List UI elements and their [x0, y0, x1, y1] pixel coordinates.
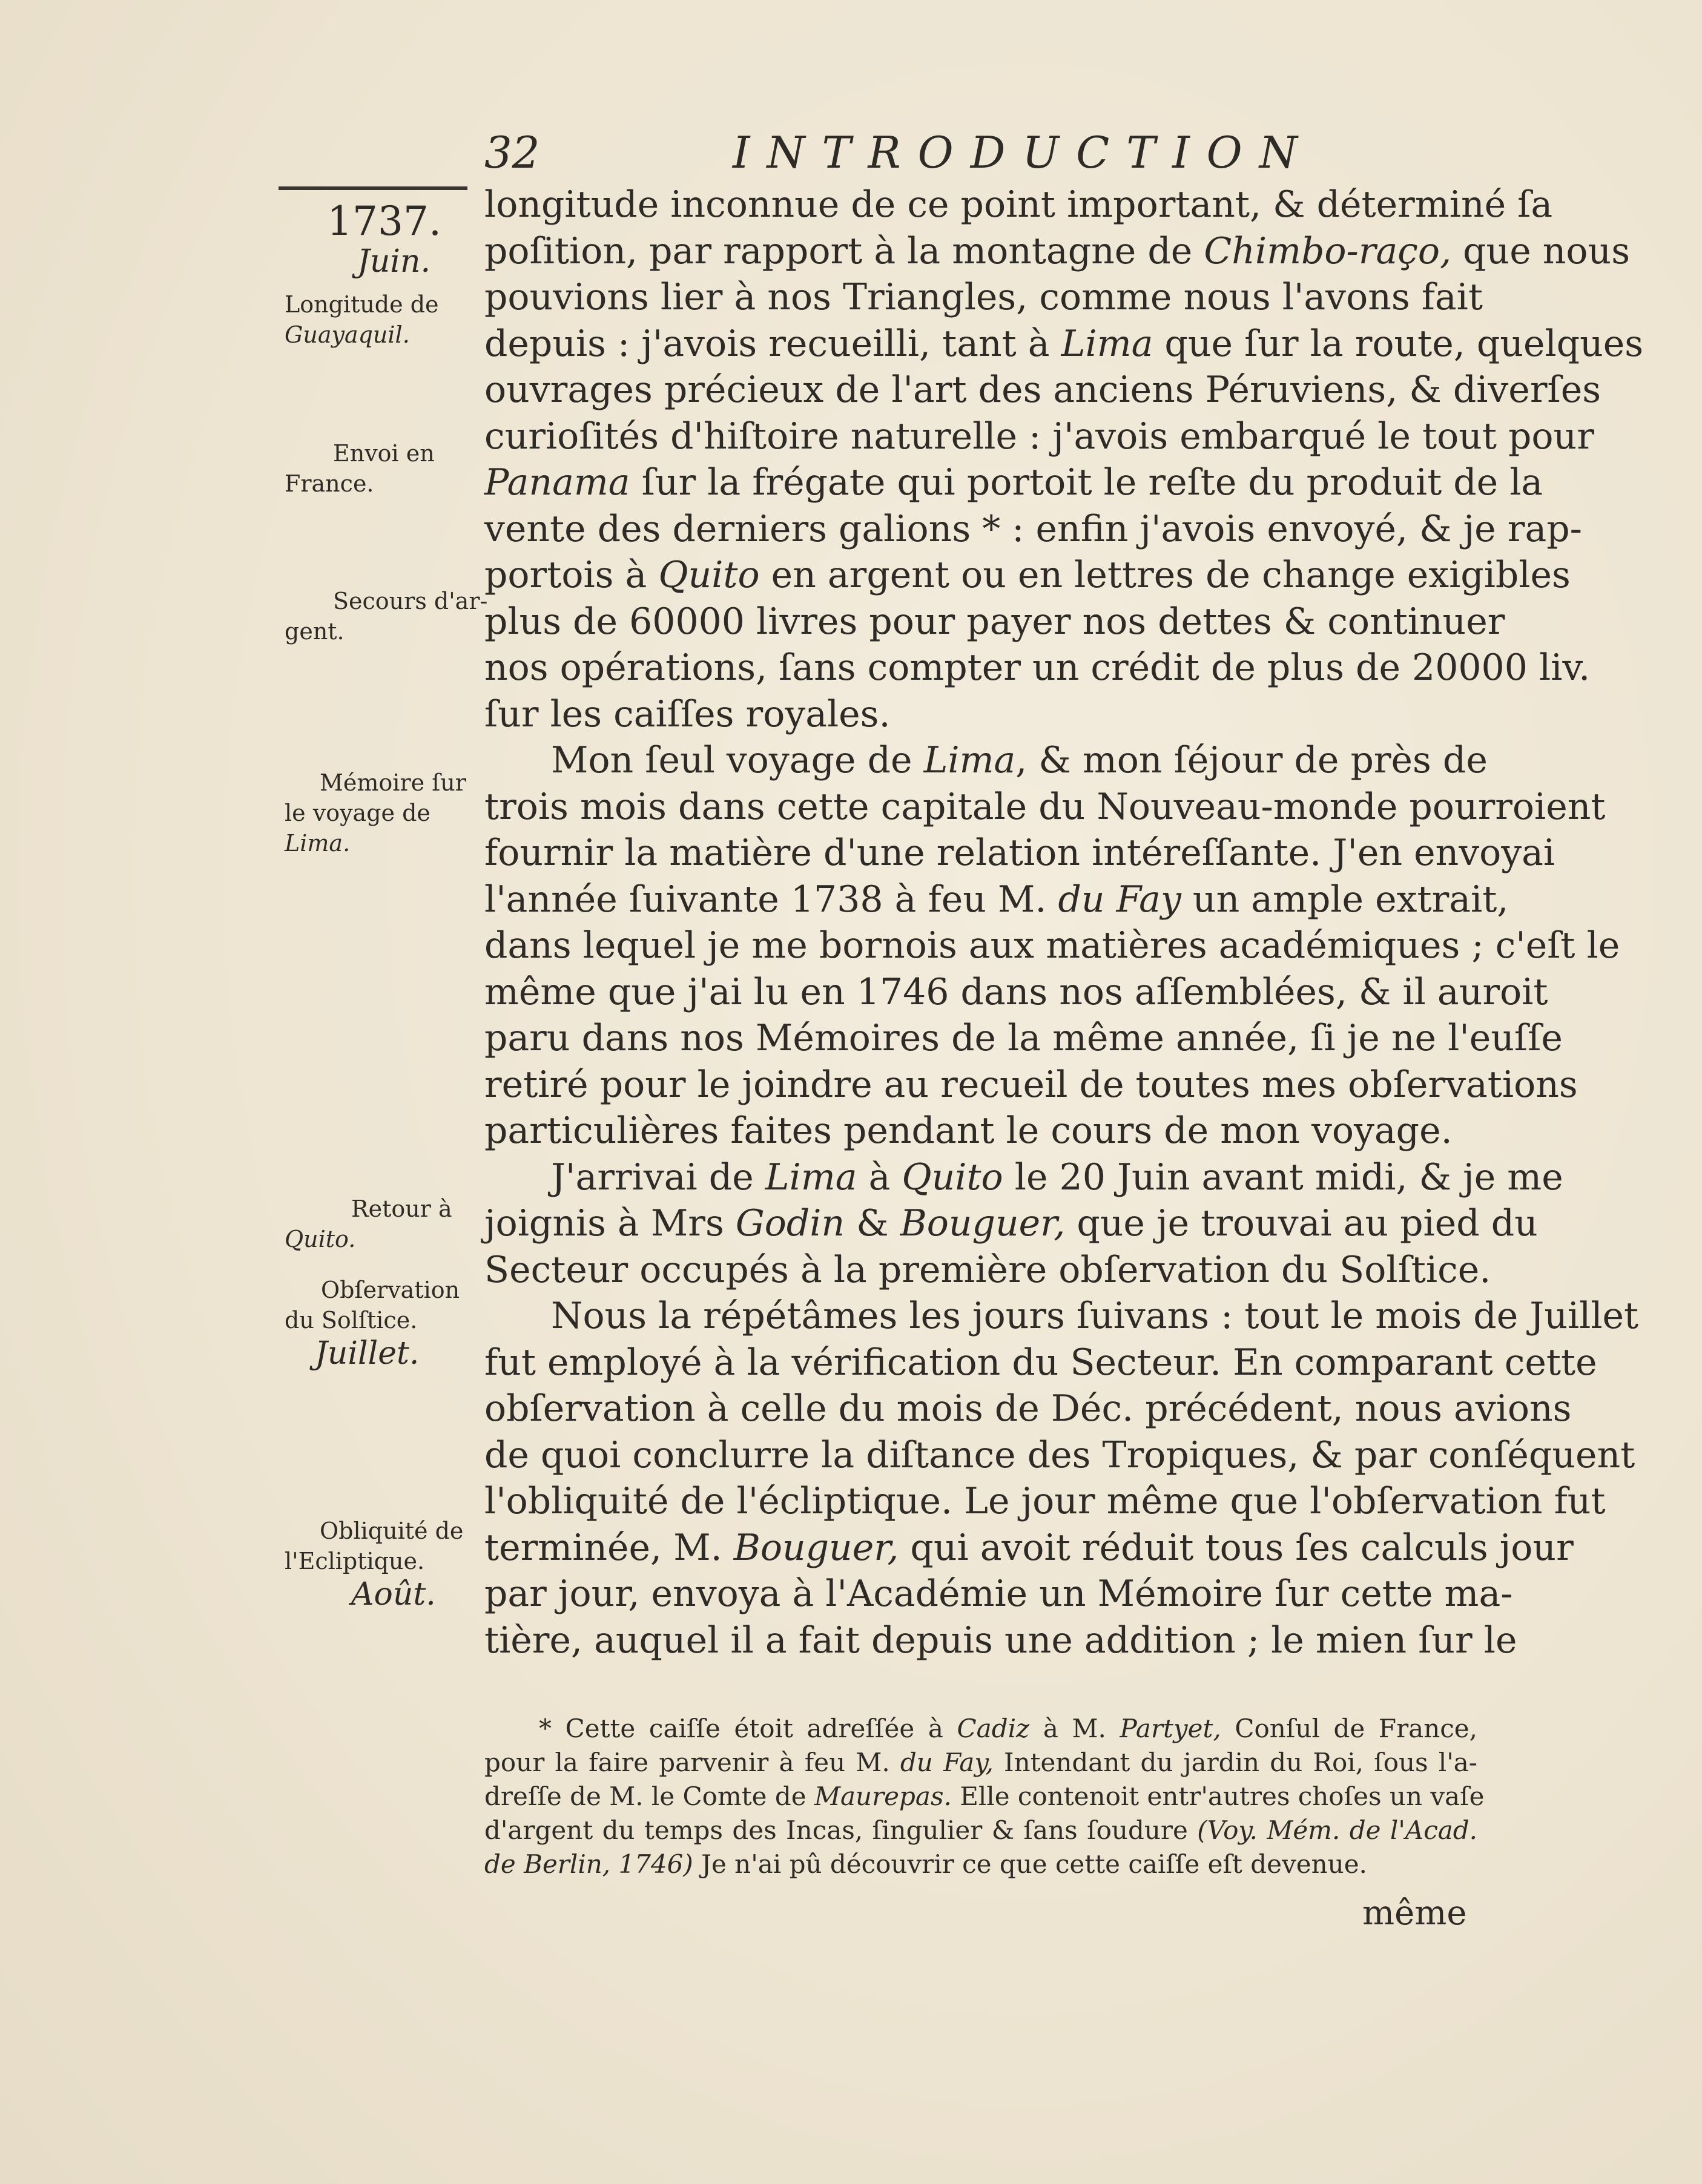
- margin-line: Mémoire ſur: [320, 769, 466, 796]
- text-line: [484, 228, 1630, 275]
- italic-span: du Fay,: [900, 1748, 994, 1777]
- text-line: [484, 1525, 1574, 1571]
- margin-month-august: Août.: [351, 1576, 436, 1613]
- text-span: qui avoit réduit tous ſes calculs jour: [899, 1526, 1574, 1569]
- text-line: [484, 1154, 1563, 1201]
- italic-span: Lima: [1061, 322, 1153, 365]
- italic-span: Maurepas.: [814, 1781, 952, 1811]
- italic-span: Quito: [902, 1156, 1003, 1199]
- text-span: pour la faire parvenir à feu M.: [484, 1748, 900, 1777]
- margin-line: Lima.: [285, 830, 351, 857]
- text-span: Conſul de France,: [1221, 1714, 1477, 1743]
- text-span: Mon ſeul voyage de: [551, 739, 924, 781]
- text-line: de quoi conclurre la diſtance des Tropiques, & par conſéquent: [484, 1433, 1635, 1476]
- margin-line: du Solſtice.: [285, 1307, 418, 1334]
- text-span: J'arrivai de: [551, 1156, 765, 1199]
- margin-note-envoi: [285, 438, 478, 499]
- text-span: le 20 Juin avant midi, & je me: [1003, 1156, 1563, 1199]
- italic-span: Panama: [484, 461, 630, 504]
- text-span: &: [845, 1202, 900, 1245]
- italic-span: Cadiz: [957, 1714, 1030, 1743]
- italic-span: Lima: [765, 1156, 857, 1199]
- footnote-line: [484, 1746, 1477, 1780]
- italic-span: Godin: [735, 1202, 845, 1245]
- text-line: [484, 459, 1543, 506]
- italic-span: de Berlin, 1746): [484, 1849, 693, 1879]
- italic-span: Bouguer,: [900, 1202, 1066, 1245]
- text-span: un ample extrait,: [1181, 878, 1509, 921]
- italic-span: Quito: [658, 554, 760, 596]
- margin-line: Guayaquil.: [285, 321, 410, 348]
- text-span: , & mon ſéjour de près de: [1015, 739, 1488, 781]
- text-span: dreſſe de M. le Comte de: [484, 1781, 814, 1811]
- text-line: fournir la matière d'une relation intéreſſante. J'en envoyai: [484, 832, 1555, 874]
- text-line: même que j'ai lu en 1746 dans nos aſſemblées, & il auroit: [484, 970, 1548, 1013]
- italic-span: Bouguer,: [733, 1526, 899, 1569]
- text-span: l'année ſuivante 1738 à feu M.: [484, 878, 1058, 921]
- text-line: dans lequel je me bornois aux matières académiques ; c'eſt le: [484, 924, 1620, 967]
- text-line: paru dans nos Mémoires de la même année, ſi je ne l'euſſe: [484, 1017, 1563, 1059]
- text-span: Je n'ai pû découvrir ce que cette caiſſe eſt devenue.: [693, 1849, 1367, 1879]
- italic-span: Chimbo-raço,: [1204, 229, 1452, 272]
- text-span: en argent ou en lettres de change exigibles: [759, 554, 1571, 596]
- margin-note-year: [285, 200, 478, 280]
- text-span: poſition, par rapport à la montagne de: [484, 229, 1204, 272]
- text-span: Intendant du jardin du Roi, ſous l'a-: [993, 1748, 1477, 1777]
- margin-line: le voyage de: [285, 800, 430, 826]
- text-line: [484, 552, 1571, 599]
- text-span: * Cette caiſſe étoit adreſſée à: [539, 1714, 957, 1743]
- body-text: [484, 182, 1644, 1663]
- page-number: 32: [484, 127, 540, 178]
- footnote-line: [484, 1712, 1477, 1746]
- margin-month-june: Juin.: [357, 243, 430, 280]
- margin-note-memoire: [285, 768, 478, 858]
- italic-span: Partyet,: [1120, 1714, 1221, 1743]
- margin-note-secours: [285, 586, 488, 646]
- margin-line: Obliquité de: [320, 1518, 464, 1544]
- footnote-line: [484, 1780, 1485, 1814]
- text-line: [484, 877, 1509, 923]
- text-line: plus de 60000 livres pour payer nos dettes & continuer: [484, 600, 1505, 643]
- italic-span: Lima: [923, 739, 1016, 781]
- margin-note-retour: [285, 1194, 478, 1254]
- text-span: joignis à Mrs: [484, 1202, 736, 1245]
- text-line: fut employé à la vérification du Secteur. En comparant cette: [484, 1341, 1597, 1384]
- margin-line: France.: [285, 470, 374, 497]
- margin-line: Retour à: [351, 1196, 452, 1222]
- text-line: particulières faites pendant le cours de mon voyage.: [484, 1110, 1453, 1152]
- text-span: terminée, M.: [484, 1526, 734, 1569]
- footnote-line: [484, 1847, 1477, 1881]
- text-line: trois mois dans cette capitale du Nouveau-monde pourroient: [484, 785, 1606, 828]
- margin-line: Quito.: [285, 1226, 356, 1252]
- text-line: obſervation à celle du mois de Déc. précédent, nous avions: [484, 1387, 1572, 1430]
- text-line: curioſités d'hiſtoire naturelle : j'avois embarqué le tout pour: [484, 415, 1594, 458]
- text-line: tière, auquel il a fait depuis une addition ; le mien ſur le: [484, 1619, 1517, 1662]
- text-line: pouvions lier à nos Triangles, comme nous l'avons fait: [484, 276, 1483, 318]
- text-line: nos opérations, ſans compter un crédit de plus de 20000 liv.: [484, 646, 1591, 689]
- margin-line: Obſervation: [321, 1277, 460, 1303]
- text-span: depuis : j'avois recueilli, tant à: [484, 322, 1061, 365]
- text-span: que ſur la route, quelques: [1153, 322, 1644, 365]
- margin-note-obliquite: [285, 1516, 478, 1613]
- margin-note-observation: [285, 1275, 478, 1372]
- text-span: d'argent du temps des Incas, ſingulier & ſans ſoudure: [484, 1815, 1198, 1845]
- text-span: que nous: [1451, 229, 1630, 272]
- text-line: l'obliquité de l'écliptique. Le jour même que l'obſervation fut: [484, 1480, 1606, 1522]
- text-span: à M.: [1029, 1714, 1120, 1743]
- margin-month-july: Juillet.: [315, 1335, 420, 1372]
- margin-line: gent.: [285, 618, 345, 645]
- margin-line: Secours d'ar-: [333, 588, 488, 614]
- text-span: portois à: [484, 554, 659, 596]
- italic-span: du Fay: [1058, 878, 1181, 921]
- text-line: par jour, envoya à l'Académie un Mémoire ſur cette ma-: [484, 1573, 1513, 1615]
- italic-span: (Voy. Mém. de l'Acad.: [1197, 1815, 1478, 1845]
- running-title: INTRODUCTION: [733, 127, 1314, 178]
- margin-note-longitude: [285, 289, 478, 350]
- text-line: ſur les caiſſes royales.: [484, 692, 891, 735]
- text-line: ouvrages précieux de l'art des anciens Péruviens, & diverſes: [484, 369, 1601, 411]
- text-line: [484, 737, 1488, 784]
- text-span: que je trouvai au pied du: [1065, 1202, 1538, 1245]
- margin-year: 1737.: [327, 198, 441, 245]
- text-line: [484, 321, 1644, 367]
- text-span: Elle contenoit entr'autres choſes un vaſe: [951, 1781, 1485, 1811]
- margin-rule: [279, 186, 467, 190]
- text-line: Nous la répétâmes les jours ſuivans : tout le mois de Juillet: [551, 1295, 1639, 1337]
- footnote-line: [484, 1814, 1477, 1847]
- text-span: ſur la frégate qui portoit le reſte du produit de la: [630, 461, 1543, 504]
- text-line: [484, 1200, 1538, 1247]
- catchword: même: [1362, 1893, 1467, 1933]
- text-span: à: [857, 1156, 902, 1199]
- margin-line: Envoi en: [333, 440, 435, 467]
- text-line: vente des derniers galions * : enfin j'avois envoyé, & je rap-: [484, 507, 1582, 550]
- margin-line: l'Ecliptique.: [285, 1548, 425, 1574]
- text-line: retiré pour le joindre au recueil de toutes mes obſervations: [484, 1063, 1578, 1106]
- text-line: Secteur occupés à la première obſervation du Solſtice.: [484, 1248, 1491, 1291]
- text-line: longitude inconnue de ce point important, & déterminé ſa: [484, 183, 1553, 226]
- footnote: [484, 1712, 1485, 1881]
- margin-line: Longitude de: [285, 291, 439, 318]
